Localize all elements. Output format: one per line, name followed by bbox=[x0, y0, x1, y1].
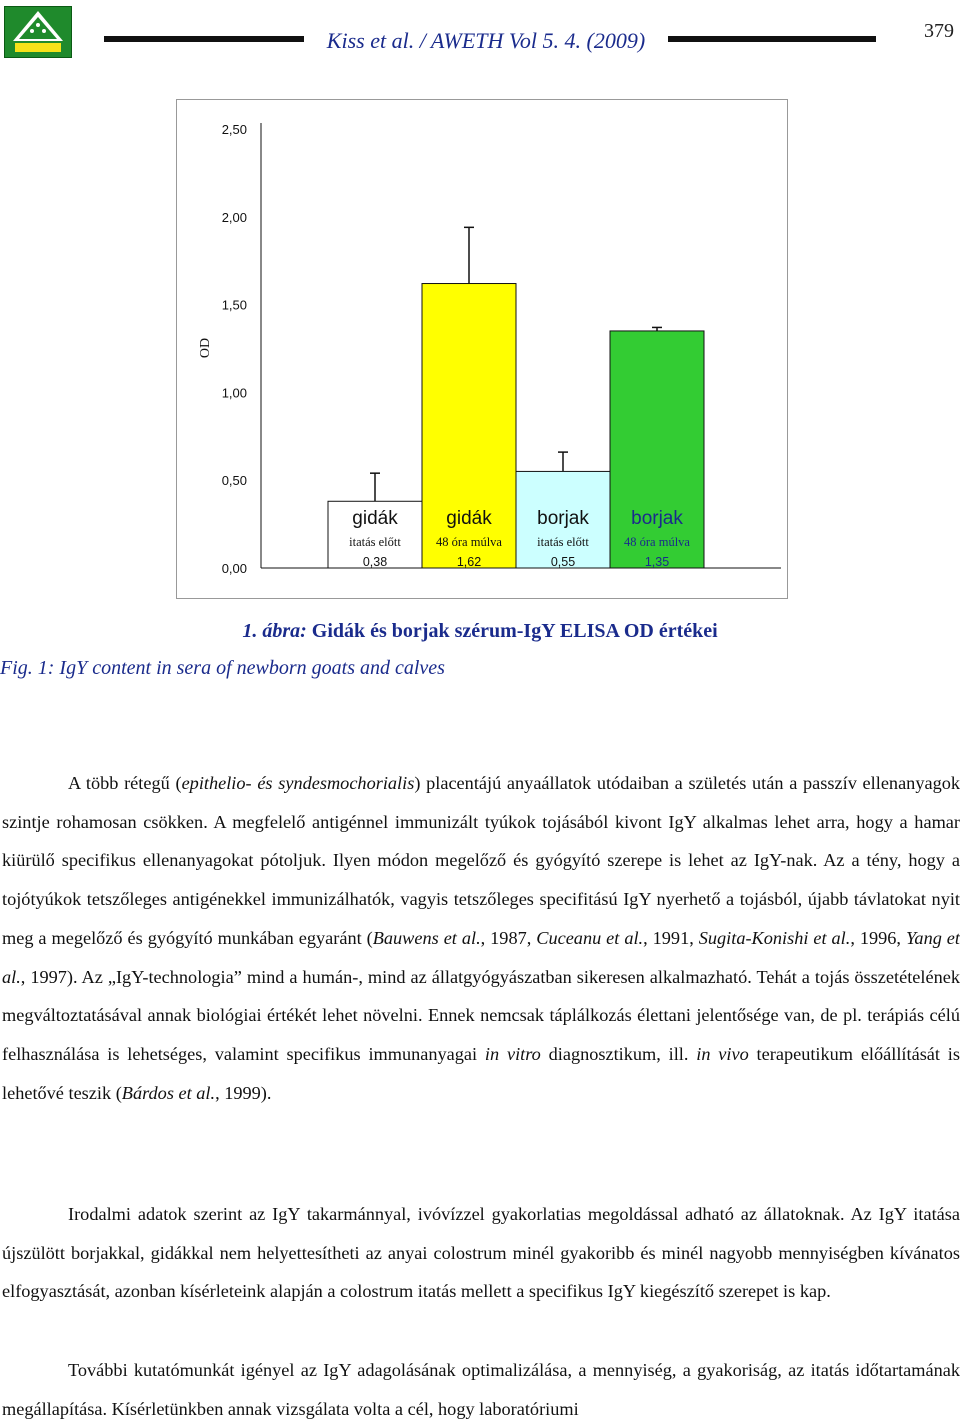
header-rule-left bbox=[104, 36, 304, 42]
text-run: ) placentájú anyaállatok utódaiban a születés után a passzív ellenanyagok szintje rohamosan csökken. A megfelelő antigénnel immunizált tyúkok tojásából kivont IgY alkalmas lehet arra, hogy a hamar kiürülő specifikus ellenanyagokat pótoljuk. Ilyen módon megelőző és gyógyító szerepe is lehet az IgY-nak. Az a tény, hogy a tojótyúkok tetszőleges antigénekkel immunizálhatók, vagyis tetszőleges specifitású IgY nyerhető a tojásból, újabb távlatokat nyit meg a megelőző és gyógyító munkában egyaránt ( bbox=[2, 773, 960, 948]
paragraph-text: További kutatómunkát igényel az IgY adagolásának optimalizálása, a mennyiség, a gyakoriság, az itatás időtartamának megállapítása. Kísérletünkben annak vizsgálata volta a cél, hogy laboratóriumi bbox=[2, 1360, 960, 1419]
figure-number: 1. ábra: bbox=[242, 620, 307, 642]
body-paragraph-2 bbox=[2, 1195, 960, 1311]
page-header bbox=[0, 0, 960, 62]
y-tick-label: 2,50 bbox=[221, 122, 247, 137]
y-tick-label: 1,00 bbox=[221, 385, 247, 401]
italic-text-run: Yang et al. bbox=[2, 927, 960, 987]
figure-caption-hungarian bbox=[0, 620, 960, 643]
text-run: , 1987, bbox=[480, 927, 537, 948]
text-run: terapeutikum előállítását is lehetővé teszik ( bbox=[2, 1043, 960, 1103]
italic-text-run: Sugita-Konishi et al. bbox=[698, 927, 851, 948]
bar-value-label: 1,62 bbox=[456, 555, 482, 569]
body-paragraph-1 bbox=[2, 764, 960, 1112]
body-paragraph-3 bbox=[2, 1351, 960, 1428]
bar-animal-label: borjak bbox=[537, 508, 589, 529]
text-run: , 1991, bbox=[643, 927, 699, 948]
bar-animal-label: borjak bbox=[631, 508, 683, 529]
text-run: A több rétegű ( bbox=[68, 773, 182, 793]
italic-text-run: in vivo bbox=[696, 1043, 749, 1064]
y-tick-label: 0,00 bbox=[221, 561, 247, 576]
chart-svg bbox=[177, 100, 787, 598]
italic-text-run: in vitro bbox=[484, 1043, 541, 1064]
bar-4 bbox=[610, 331, 704, 568]
logo-graphic bbox=[5, 7, 71, 57]
journal-citation: Kiss et al. / AWETH Vol 5. 4. (2009) bbox=[326, 28, 646, 53]
text-run: , 1999). bbox=[215, 1082, 272, 1103]
bar-time-label: itatás előtt bbox=[349, 535, 401, 549]
y-tick-label: 1,50 bbox=[221, 297, 247, 313]
text-run: diagnosztikum, ill. bbox=[540, 1043, 697, 1064]
bar-animal-label: gidák bbox=[352, 508, 398, 529]
bar-value-label: 1,35 bbox=[644, 555, 670, 569]
od-bar-chart bbox=[176, 99, 788, 599]
bar-value-label: 0,38 bbox=[362, 555, 388, 569]
italic-text-run: Bauwens et al. bbox=[372, 927, 481, 948]
y-axis-label: OD bbox=[198, 337, 213, 359]
y-tick-label: 2,00 bbox=[221, 209, 247, 225]
paragraph-text: Irodalmi adatok szerint az IgY takarmánnyal, ivóvízzel gyakorlatias megoldással adható az állatoknak. Az IgY itatása újszülött borjakkal, gidákkal nem helyettesítheti az anyai colostrum minél gyakoribb és minél nagyobb mennyiségben kívánatos elfogyasztását, azonban kísérleteink alapján a colostrum itatás mellett a specifikus IgY kiegészítő szerepet is kap. bbox=[2, 1204, 960, 1302]
header-rule-right bbox=[668, 36, 876, 42]
italic-text-run: Cuceanu et al. bbox=[536, 927, 644, 948]
bar-animal-label: gidák bbox=[446, 508, 492, 529]
text-run: , 1997). Az „IgY-technologia” mind a humán-, mind az állatgyógyászatban sikeresen alkalmazható. Tehát a tojás összetételének megváltoztatásával annak biológiai értékét lehet növelni. Ennek nemcsak táplálkozás élettani jelentősége van, de pl. terápiás célú felhasználása is lehetséges, valamint specifikus immunanyagai bbox=[2, 966, 960, 1064]
y-tick-label: 0,50 bbox=[221, 473, 247, 489]
figure-caption-text: Gidák és borjak szérum-IgY ELISA OD értékei bbox=[311, 620, 718, 642]
text-run: , 1996, bbox=[850, 927, 906, 948]
bar-time-label: itatás előtt bbox=[537, 535, 589, 549]
paragraph-text bbox=[2, 764, 960, 1112]
figure-caption-english: Fig. 1: IgY content in sera of newborn goats and calves bbox=[0, 657, 445, 679]
bar-time-label: 48 óra múlva bbox=[624, 535, 690, 549]
italic-text-run: epithelio- és syndesmochorialis bbox=[181, 773, 415, 793]
journal-logo bbox=[4, 6, 72, 58]
bar-value-label: 0,55 bbox=[550, 555, 576, 569]
page-number: 379 bbox=[924, 20, 954, 42]
italic-text-run: Bárdos et al. bbox=[121, 1082, 216, 1103]
bar-time-label: 48 óra múlva bbox=[436, 535, 502, 549]
